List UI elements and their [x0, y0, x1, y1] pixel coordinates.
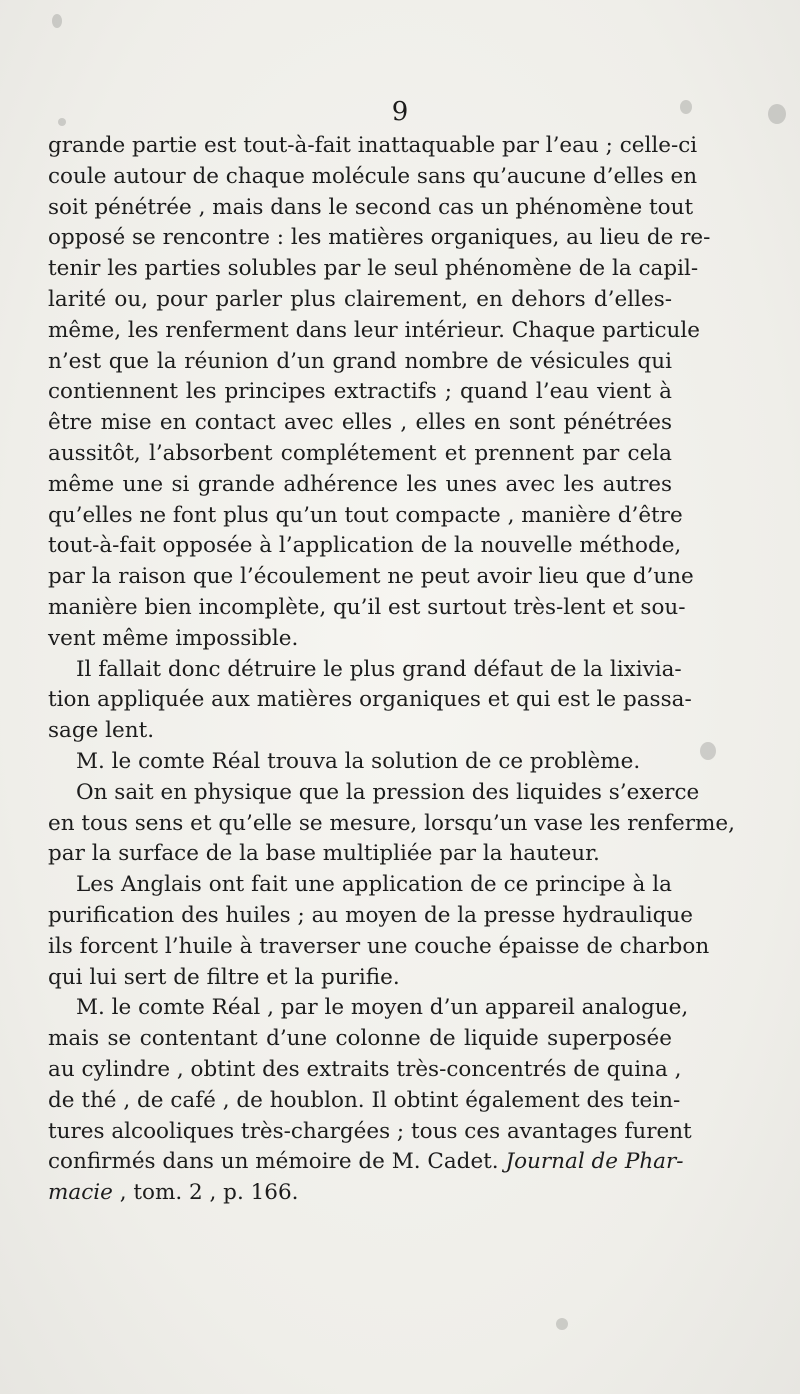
citation: , tom. 2 , p. 166.	[112, 1180, 299, 1206]
journal-title: macie	[48, 1180, 113, 1206]
paper-speck	[556, 1318, 568, 1330]
text-line: qui lui sert de filtre et la purifie.	[48, 964, 400, 990]
text-line: même une si grande adhérence les unes avec les autres	[48, 471, 672, 497]
text-line: M. le comte Réal , par le moyen d’un appareil analogue,	[76, 995, 689, 1021]
text-line: purification des huiles ; au moyen de la presse hydraulique	[48, 902, 693, 928]
paper-speck	[700, 742, 716, 760]
text-line	[48, 1147, 684, 1178]
text-line: manière bien incomplète, qu’il est surtout très-lent et sou-	[48, 594, 686, 620]
text-segment: confirmés dans un mémoire de M. Cadet.	[48, 1149, 506, 1175]
text-line: par la raison que l’écoulement ne peut avoir lieu que d’une	[48, 564, 694, 590]
text-line: grande partie est tout-à-fait inattaquable par l’eau ; celle-ci	[48, 133, 698, 158]
text-line: au cylindre , obtint des extraits très-concentrés de quina ,	[48, 1056, 682, 1082]
text-line: ils forcent l’huile à traverser une couche épaisse de charbon	[48, 933, 710, 959]
text-line: opposé se rencontre : les matières organiques, au lieu de re-	[48, 225, 711, 251]
page-number: 9	[391, 97, 409, 127]
text-line: n’est que la réunion d’un grand nombre de vésicules qui	[48, 348, 672, 374]
text-line: mais se contentant d’une colonne de liquide superposée	[48, 1026, 672, 1052]
text-line: être mise en contact avec elles , elles en sont pénétrées	[48, 410, 672, 436]
text-line: On sait en physique que la pression des liquides s’exerce	[76, 779, 700, 805]
text-line: tout-à-fait opposée à l’application de la nouvelle méthode,	[48, 533, 682, 559]
text-line: soit pénétrée , mais dans le second cas un phénomène tout	[48, 194, 694, 220]
text-line: tures alcooliques très-chargées ; tous ces avantages furent	[48, 1118, 692, 1144]
text-line: qu’elles ne font plus qu’un tout compacte , manière d’être	[48, 502, 683, 528]
text-line: larité ou, pour parler plus clairement, en dehors d’elles-	[48, 286, 672, 312]
text-line	[48, 1178, 672, 1209]
text-line: contiennent les principes extractifs ; quand l’eau vient à	[48, 379, 672, 405]
text-line: par la surface de la base multipliée par la hauteur.	[48, 841, 600, 867]
text-line: Les Anglais ont fait une application de ce principe à la	[76, 872, 672, 898]
text-line: tenir les parties solubles par le seul phénomène de la capil-	[48, 256, 699, 282]
journal-title: Journal de Phar-	[505, 1149, 684, 1175]
text-line: même, les renferment dans leur intérieur. Chaque particule	[48, 317, 700, 343]
text-line: M. le comte Réal trouva la solution de ce problème.	[76, 748, 641, 774]
text-line: en tous sens et qu’elle se mesure, lorsqu’un vase les renferme,	[48, 810, 735, 836]
text-line: sage lent.	[48, 718, 155, 744]
text-line: coule autour de chaque molécule sans qu’aucune d’elles en	[48, 163, 698, 189]
text-line: tion appliquée aux matières organiques et qui est le passa-	[48, 687, 692, 713]
body-text	[48, 131, 735, 1209]
text-line: aussitôt, l’absorbent complétement et prennent par cela	[48, 440, 672, 466]
text-line: de thé , de café , de houblon. Il obtint également des tein-	[48, 1087, 681, 1113]
text-line: vent même impossible.	[48, 625, 299, 651]
paper-speck	[52, 14, 62, 28]
text-line: Il fallait donc détruire le plus grand défaut de la lixivia-	[76, 656, 682, 682]
